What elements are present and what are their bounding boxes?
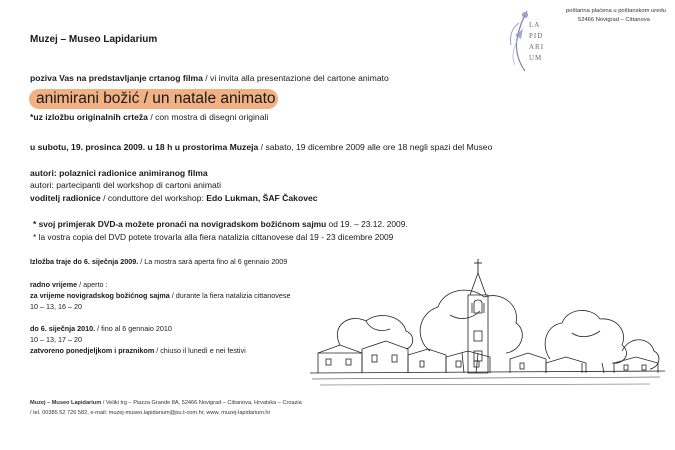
fair-hours: 10 – 13, 16 – 20: [30, 302, 82, 311]
workshop-leader-names: Edo Lukman, ŠAF Čakovec: [206, 193, 318, 203]
hours-label: [30, 280, 108, 289]
postage-line-2: 52466 Novigrad – Cittanova: [578, 17, 650, 23]
exhibition-note-hr: *uz izložbu originalnih crteža: [30, 112, 148, 122]
dvd-note-hr: [33, 219, 408, 229]
dvd-note-hr-bold: * svoj primjerak DVD-a možete pronaći na novigradskom božićnom sajmu: [33, 219, 327, 229]
town-sketch-icon: [310, 255, 665, 390]
event-datetime-it: / sabato, 19 dicembre 2009 alle ore 18 negli spazi del Museo: [258, 142, 493, 152]
until-period: [30, 324, 172, 333]
workshop-leader: [30, 193, 318, 203]
invite-intro-it: / vi invita alla presentazione del cartone animato: [202, 73, 389, 83]
invite-intro: [30, 73, 389, 83]
footer-address-text: / Veliki trg – Piazza Grande 8A, 52466 Novigrad – Cittanova, Hrvatska – Croazia: [101, 400, 302, 406]
until-period-hr: do 6. siječnja 2010.: [30, 324, 96, 333]
headline-it: / un natale animato: [139, 90, 276, 107]
fair-period-it: / durante la fiera natalizia cittanovese: [169, 291, 291, 300]
closed-days-it: / chiuso il lunedì e nei festivi: [154, 346, 246, 355]
closed-days: [30, 346, 246, 355]
museum-name: Muzej – Museo Lapidarium: [30, 34, 158, 45]
authors-hr: autori: polaznici radionice animiranog filma: [30, 168, 208, 178]
fair-period-hr: za vrijeme novigradskog božićnog sajma: [30, 291, 170, 300]
town-illustration: [310, 255, 665, 390]
logo-text-2: PID: [529, 32, 544, 40]
headline-hr: animirani božić: [36, 90, 140, 107]
hours-label-it: / aperto :: [77, 280, 108, 289]
hours-label-hr: radno vrijeme: [30, 280, 78, 289]
workshop-leader-it: / conduttore del workshop:: [100, 193, 207, 203]
logo-text-1: LA: [529, 21, 541, 29]
exhibition-note: [30, 112, 268, 122]
museum-logo: [505, 5, 557, 73]
invite-intro-hr: poziva Vas na predstavljanje crtanog filma: [30, 73, 203, 83]
footer-name: Muzej – Museo Lapidarium: [30, 400, 102, 406]
event-datetime-hr: u subotu, 19. prosinca 2009. u 18 h u prostorima Muzeja: [30, 142, 259, 152]
headline: [36, 90, 276, 108]
closed-days-hr: zatvoreno ponedjeljkom i praznikom: [30, 346, 155, 355]
postage-line-1: poštarina plaćena u poštanskom uredu: [566, 8, 666, 14]
fair-period: [30, 291, 290, 300]
footer-contact: / tel. 00385 52 726 582, e-mail: muzej-museo.lapidarium@pu.t-com.hr, www. muzej-lapidarium.hr: [30, 410, 271, 416]
until-hours: 10 – 13, 17 – 20: [30, 335, 82, 344]
exhibition-duration: [30, 257, 287, 266]
logo-text-3: ARI: [529, 43, 545, 51]
footer-address: [30, 400, 302, 406]
logo-text-4: UM: [529, 54, 543, 62]
dvd-note-it: * la vostra copia del DVD potete trovarla alla fiera natalizia cittanovese dal 19 - 23 dicembre 2009: [33, 232, 394, 242]
authors-it: autori: partecipanti del workshop di cartoni animati: [30, 180, 222, 190]
exhibition-note-it: / con mostra di disegni originali: [147, 112, 269, 122]
exhibition-duration-hr: Izložba traje do 6. siječnja 2009.: [30, 257, 139, 266]
event-datetime: [30, 142, 492, 152]
workshop-leader-hr: voditelj radionice: [30, 193, 101, 203]
exhibition-duration-it: / La mostra sarà aperta fino al 6 gennaio 2009: [138, 257, 288, 266]
until-period-it: / fino al 6 gennaio 2010: [95, 324, 172, 333]
dvd-note-hr-rest: od 19. – 23.12. 2009.: [326, 219, 408, 229]
